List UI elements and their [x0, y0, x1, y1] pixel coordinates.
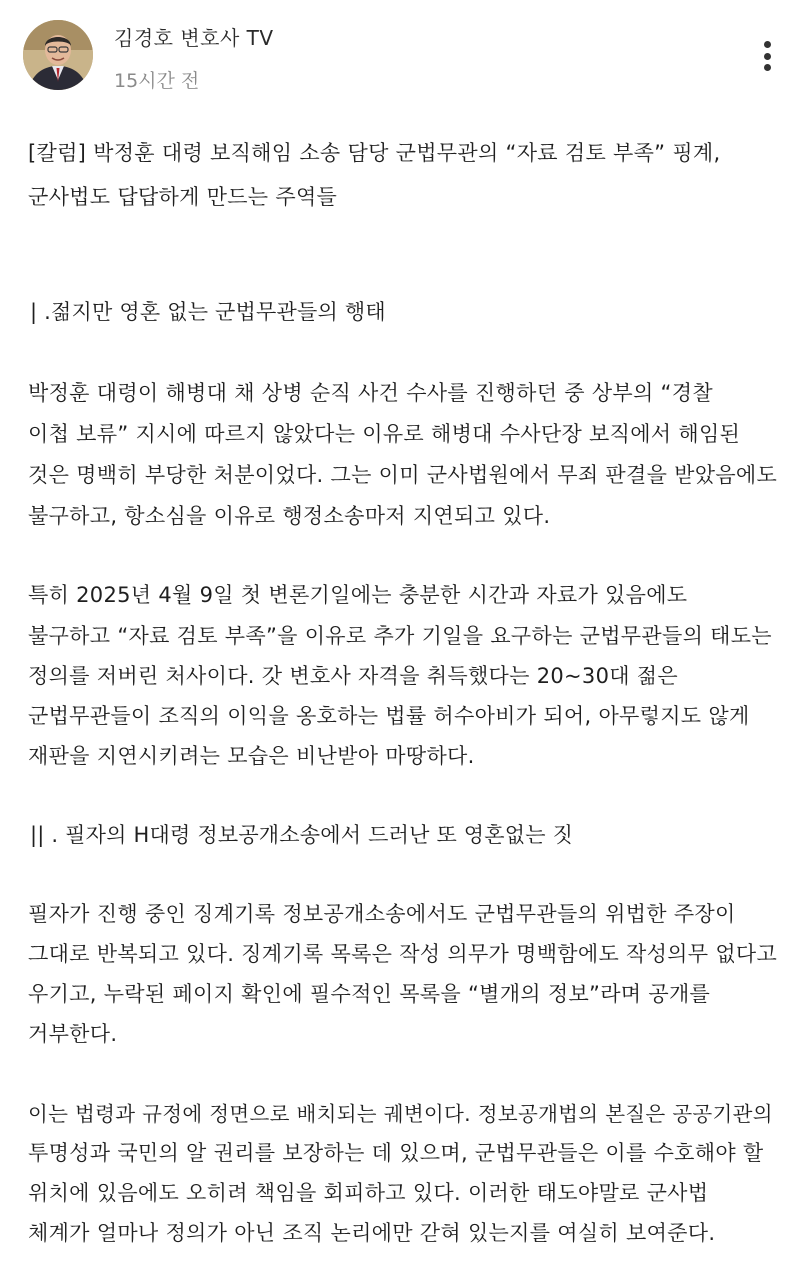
- section-heading: | .젊지만 영혼 없는 군법무관들의 행태: [30, 300, 386, 324]
- paragraph-line: 필자가 진행 중인 징계기록 정보공개소송에서도 군법무관들의 위법한 주장이: [28, 902, 736, 926]
- paragraph-line: 그대로 반복되고 있다. 징계기록 목록은 작성 의무가 명백함에도 작성의무 없다고: [28, 942, 778, 966]
- avatar-portrait-icon: [23, 20, 93, 90]
- post-timestamp: 15시간 전: [114, 70, 200, 92]
- paragraph-line: 박정훈 대령이 해병대 채 상병 순직 사건 수사를 진행하던 중 상부의 “경찰: [28, 381, 713, 405]
- paragraph-line: 정의를 저버린 처사이다. 갓 변호사 자격을 취득했다는 20~30대 젊은: [28, 664, 678, 688]
- paragraph-line: 체계가 얼마나 정의가 아닌 조직 논리에만 갇혀 있는지를 여실히 보여준다.: [28, 1221, 716, 1245]
- paragraph-line: 이첩 보류” 지시에 따르지 않았다는 이유로 해병대 수사단장 보직에서 해임된: [28, 422, 741, 446]
- paragraph-line: 위치에 있음에도 오히려 책임을 회피하고 있다. 이러한 태도야말로 군사법: [28, 1181, 709, 1205]
- channel-name[interactable]: 김경호 변호사 TV: [114, 26, 274, 50]
- paragraph-line: 이는 법령과 규정에 정면으로 배치되는 궤변이다. 정보공개법의 본질은 공공기관의: [28, 1102, 773, 1126]
- post-title-line: 군사법도 답답하게 만드는 주역들: [28, 185, 338, 209]
- post-title-line: [칼럼] 박정훈 대령 보직해임 소송 담당 군법무관의 “자료 검토 부족” 핑계,: [28, 141, 721, 165]
- more-options-button[interactable]: [752, 38, 782, 74]
- paragraph-line: 우기고, 누락된 페이지 확인에 필수적인 목록을 “별개의 정보”라며 공개를: [28, 982, 711, 1006]
- paragraph-line: 거부한다.: [28, 1022, 118, 1046]
- channel-avatar[interactable]: [23, 20, 93, 90]
- section-heading: || . 필자의 H대령 정보공개소송에서 드러난 또 영혼없는 짓: [30, 823, 574, 847]
- paragraph-line: 재판을 지연시키려는 모습은 비난받아 마땅하다.: [28, 744, 475, 768]
- more-vertical-icon: [764, 41, 771, 48]
- paragraph-line: 투명성과 국민의 알 권리를 보장하는 데 있으며, 군법무관들은 이를 수호해야 할: [28, 1141, 764, 1165]
- post-header: [0, 0, 800, 110]
- more-vertical-icon-dot: [764, 53, 771, 60]
- paragraph-line: 것은 명백히 부당한 처분이었다. 그는 이미 군사법원에서 무죄 판결을 받았음에도: [28, 463, 778, 487]
- more-vertical-icon-dot: [764, 64, 771, 71]
- paragraph-line: 군법무관들이 조직의 이익을 옹호하는 법률 허수아비가 되어, 아무렇지도 않게: [28, 704, 750, 728]
- paragraph-line: 불구하고 “자료 검토 부족”을 이유로 추가 기일을 요구하는 군법무관들의 태도는: [28, 624, 772, 648]
- paragraph-line: 특히 2025년 4월 9일 첫 변론기일에는 충분한 시간과 자료가 있음에도: [28, 583, 688, 607]
- paragraph-line: 불구하고, 항소심을 이유로 행정소송마저 지연되고 있다.: [28, 504, 551, 528]
